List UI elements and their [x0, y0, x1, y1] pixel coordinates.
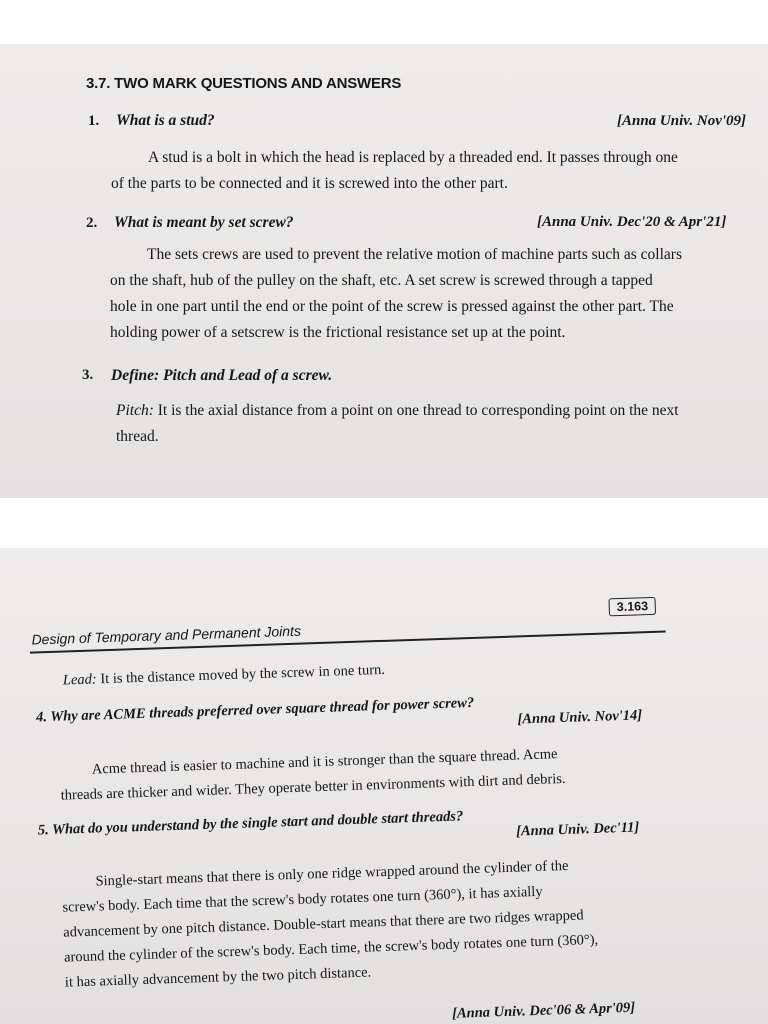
pitch-label: Pitch:: [116, 402, 154, 419]
lead-definition: [63, 658, 386, 694]
answer-5-line-3: advancement by one pitch distance. Double-start means that there are two ridges wrapped: [62, 907, 584, 941]
question-5: [38, 808, 464, 839]
answer-5-line-1: Single-start means that there is only one ridge wrapped around the cylinder of the: [95, 857, 569, 890]
question-1-number: 1.: [88, 113, 100, 129]
answer-2: [110, 242, 682, 346]
question-4-number: 4.: [35, 709, 48, 726]
lead-label: Lead:: [62, 671, 97, 689]
question-2-text: What is meant by set screw?: [114, 214, 294, 231]
top-page-photo: [0, 44, 768, 498]
answer-5-line-4: around the cylinder of the screw's body. Each time, the screw's body rotates one turn (360°),: [63, 931, 599, 966]
answer-2-line-2: on the shaft, hub of the pulley on the shaft, etc. A set screw is screwed through a tapped: [110, 272, 653, 289]
question-2-number: 2.: [86, 215, 98, 231]
pitch-text: It is the axial distance from a point on one thread to corresponding point on the next: [157, 402, 679, 419]
answer-4: [59, 742, 565, 809]
lead-text: It is the distance moved by the screw in one turn.: [100, 661, 386, 688]
answer-2-line-1: The sets crews are used to prevent the relative motion of machine parts such as collars: [147, 246, 682, 263]
question-5-reference: [Anna Univ. Dec'11]: [515, 819, 640, 840]
answer-1: [111, 145, 678, 197]
question-3-text: Define: Pitch and Lead of a screw.: [111, 367, 333, 384]
question-4: [36, 695, 475, 727]
question-4-text: Why are ACME threads preferred over square thread for power screw?: [50, 694, 475, 725]
question-4-reference: [Anna Univ. Nov'14]: [517, 707, 643, 728]
bottom-page-photo: [0, 548, 768, 1024]
page-number: 3.163: [608, 597, 656, 617]
question-3-number: 3.: [82, 367, 94, 383]
answer-1-line-2: of the parts to be connected and it is screwed into the other part.: [111, 175, 508, 192]
answer-1-line-1: A stud is a bolt in which the head is replaced by a threaded end. It passes through one: [148, 149, 678, 166]
header-title: Design of Temporary and Permanent Joints: [31, 622, 302, 648]
section-title: 3.7. TWO MARK QUESTIONS AND ANSWERS: [86, 75, 402, 92]
trailing-reference: [Anna Univ. Dec'06 & Apr'09]: [451, 999, 636, 1022]
answer-2-line-4: holding power of a setscrew is the frictional resistance set up at the point.: [110, 324, 566, 341]
answer-4-line-2: threads are thicker and wider. They operate better in environments with dirt and debris.: [60, 770, 566, 804]
answer-5-line-5: it has axially advancement by the two pitch distance.: [64, 964, 372, 991]
answer-5: [61, 853, 599, 996]
question-5-text: What do you understand by the single start and double start threads?: [51, 808, 464, 838]
question-2-reference: [Anna Univ. Dec'20 & Apr'21]: [537, 214, 727, 230]
answer-4-line-1: Acme thread is easier to machine and it is stronger than the square thread. Acme: [91, 746, 558, 778]
pitch-definition: [116, 398, 679, 450]
question-5-number: 5.: [37, 822, 49, 839]
answer-2-line-3: hole in one part until the end or the point of the screw is pressed against the other part. The: [110, 298, 674, 315]
bottom-page-content: [0, 548, 768, 1024]
answer-5-line-2: screw's body. Each time that the screw's body rotates one turn (360°), it has axially: [62, 883, 543, 916]
pitch-continuation: thread.: [116, 428, 159, 445]
question-1-reference: [Anna Univ. Nov'09]: [617, 113, 747, 129]
question-1-text: What is a stud?: [116, 112, 215, 129]
